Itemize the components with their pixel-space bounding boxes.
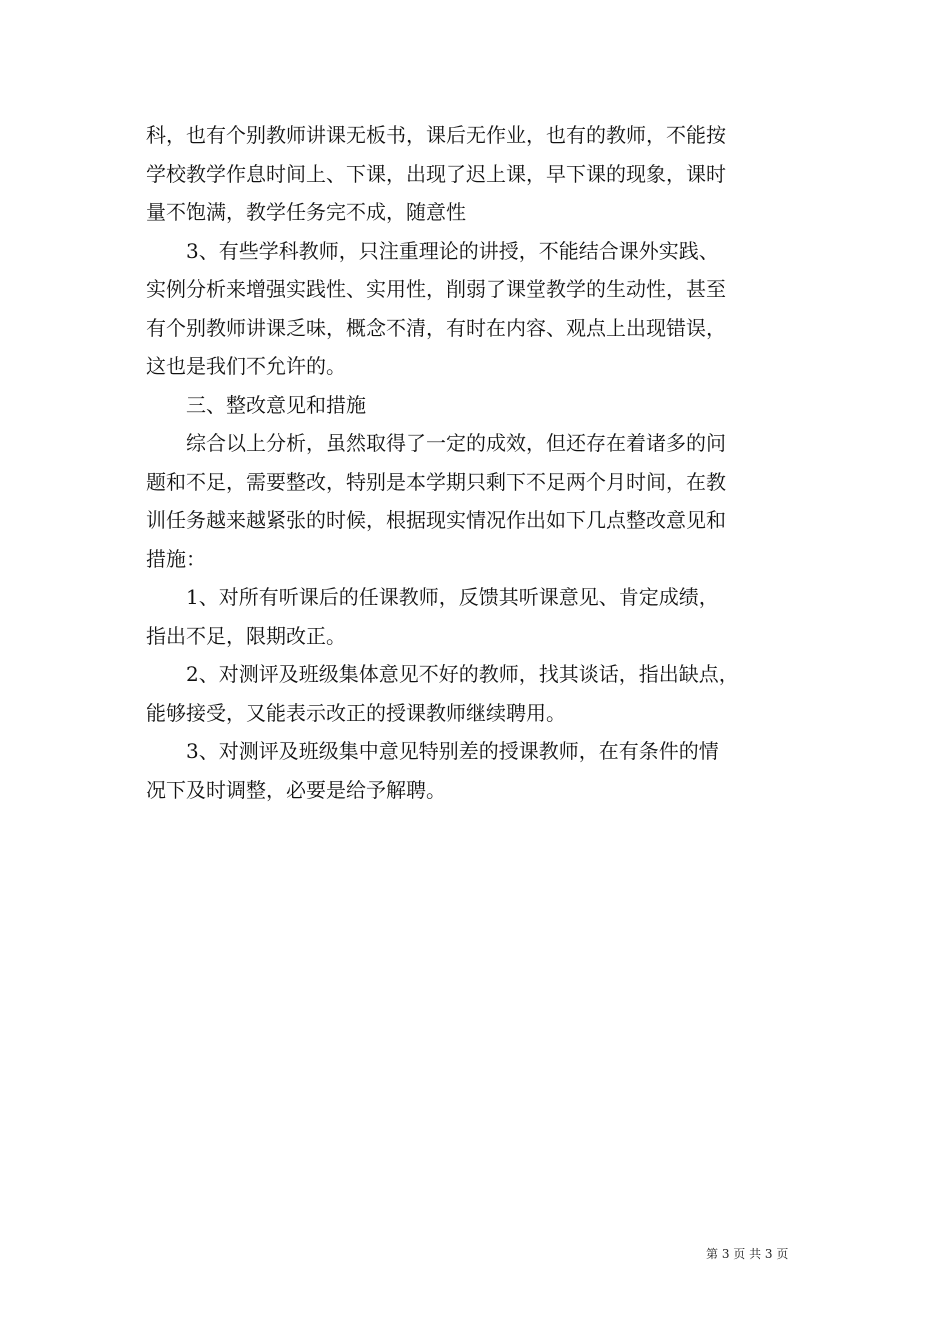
page-number-footer: 第 3 页 共 3 页	[706, 1247, 789, 1261]
text-line: 况下及时调整，必要是给予解聘。	[146, 777, 446, 802]
text-line: 量不饱满，教学任务完不成，随意性	[146, 200, 466, 224]
text-line: 能够接受，又能表示改正的授课教师继续聘用。	[146, 700, 566, 725]
text-line: 3、对测评及班级集中意见特别差的授课教师，在有条件的情	[186, 739, 719, 763]
text-line: 有个别教师讲课乏味，概念不清，有时在内容、观点上出现错误，	[146, 315, 726, 340]
text-line: 指出不足，限期改正。	[146, 623, 346, 648]
text-line: 学校教学作息时间上、下课，出现了迟上课，早下课的现象，课时	[146, 161, 726, 186]
text-line: 1、对所有听课后的任课教师，反馈其听课意见、肯定成绩，	[186, 585, 719, 609]
text-line: 这也是我们不允许的。	[146, 354, 346, 378]
text-line: 3、有些学科教师，只注重理论的讲授，不能结合课外实践、	[186, 238, 719, 263]
text-line: 题和不足，需要整改，特别是本学期只剩下不足两个月时间，在教	[146, 469, 726, 494]
text-line: 2、对测评及班级集体意见不好的教师，找其谈话，指出缺点，	[186, 662, 739, 686]
text-line: 措施：	[146, 546, 206, 571]
document-body	[146, 116, 816, 809]
text-line: 训任务越来越紧张的时候，根据现实情况作出如下几点整改意见和	[146, 508, 726, 532]
text-line: 三、整改意见和措施	[186, 392, 366, 417]
text-line: 综合以上分析，虽然取得了一定的成效，但还存在着诸多的问	[186, 431, 726, 455]
text-line: 科，也有个别教师讲课无板书，课后无作业，也有的教师，不能按	[146, 123, 726, 147]
text-line: 实例分析来增强实践性、实用性，削弱了课堂教学的生动性，甚至	[146, 277, 726, 301]
